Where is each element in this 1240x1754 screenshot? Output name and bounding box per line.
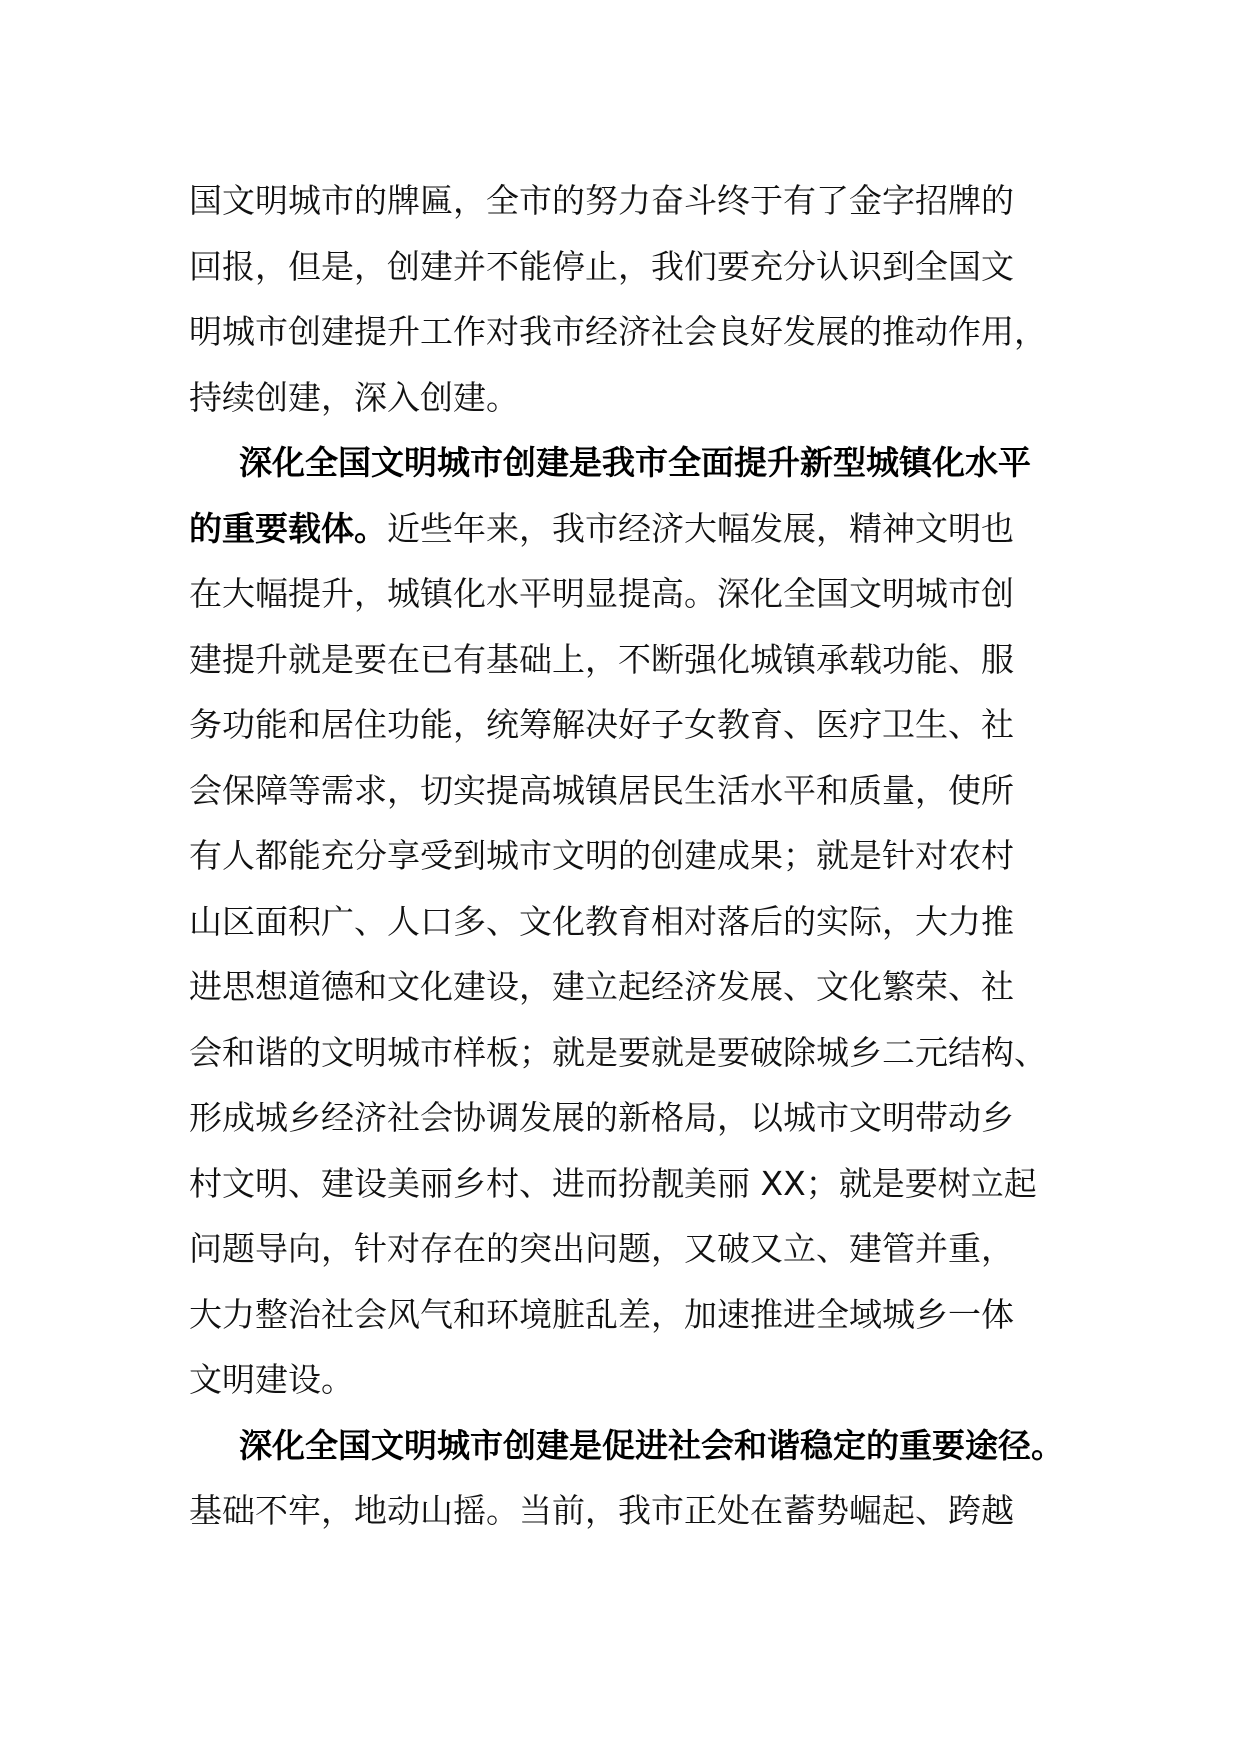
text-line [189,1216,1059,1282]
bold-heading-text: 深化全国文明城市创建是促进社会和谐稳定的重要途径。 [239,1425,1064,1465]
body-text: 山区面积广、人口多、文化教育相对落后的实际，大力推 [189,901,1014,941]
body-text: 回报，但是，创建并不能停止，我们要充分认识到全国文 [189,246,1014,286]
text-line [189,168,1059,234]
body-text: 务功能和居住功能，统筹解决好子女教育、医疗卫生、社 [189,705,1014,744]
text-line [189,627,1059,693]
text-line [189,1151,1059,1217]
text-line [189,954,1059,1020]
text-line [189,1478,1059,1544]
body-text: 国文明城市的牌匾，全市的努力奋斗终于有了金字招牌的 [189,181,1014,220]
body-text: 形成城乡经济社会协调发展的新格局，以城市文明带动乡 [189,1098,1014,1137]
text-line [189,1413,1064,1479]
document-body [189,168,1064,1544]
body-text: 有人都能充分享受到城市文明的创建成果；就是针对农村 [189,836,1014,875]
text-line [189,561,1059,627]
text-line [189,496,1059,562]
body-text: 会和谐的文明城市样板；就是要就是要破除城乡二元结构、 [189,1032,1047,1072]
body-text: 持续创建，深入创建。 [189,377,519,417]
text-line [189,889,1059,955]
text-line [189,1282,1059,1348]
body-text: 问题导向，针对存在的突出问题，又破又立、建管并重， [189,1229,1014,1268]
text-line [189,1347,1059,1413]
body-text: 村文明、建设美丽乡村、进而扮靓美丽 XX；就是要树立起 [189,1163,1037,1203]
body-text: 在大幅提升，城镇化水平明显提高。深化全国文明城市创 [189,574,1014,613]
body-text: 基础不牢，地动山摇。当前，我市正处在蓄势崛起、跨越 [189,1491,1014,1530]
text-line [189,365,1059,431]
bold-heading-text: 的重要载体。 [189,508,387,548]
body-text: 会保障等需求，切实提高城镇居民生活水平和质量，使所 [189,770,1014,810]
text-line [189,758,1059,824]
body-text: 大力整治社会风气和环境脏乱差，加速推进全域城乡一体 [189,1294,1014,1334]
body-text: 建提升就是要在已有基础上，不断强化城镇承载功能、服 [189,639,1014,679]
paragraph [189,430,1059,1413]
body-text: 进思想道德和文化建设，建立起经济发展、文化繁荣、社 [189,967,1014,1006]
body-text: 文明建设。 [189,1360,354,1399]
paragraph [189,168,1059,430]
text-line [189,1085,1059,1151]
text-line [189,823,1059,889]
bold-heading-text: 深化全国文明城市创建是我市全面提升新型城镇化水平 [239,443,1031,482]
body-text: 近些年来，我市经济大幅发展，精神文明也 [387,508,1014,548]
text-line [189,430,1059,496]
text-line [189,299,1059,365]
paragraph [189,1413,1064,1544]
text-line [189,692,1059,758]
body-text: 明城市创建提升工作对我市经济社会良好发展的推动作用， [189,312,1047,351]
text-line [189,1020,1059,1086]
text-line [189,234,1059,300]
